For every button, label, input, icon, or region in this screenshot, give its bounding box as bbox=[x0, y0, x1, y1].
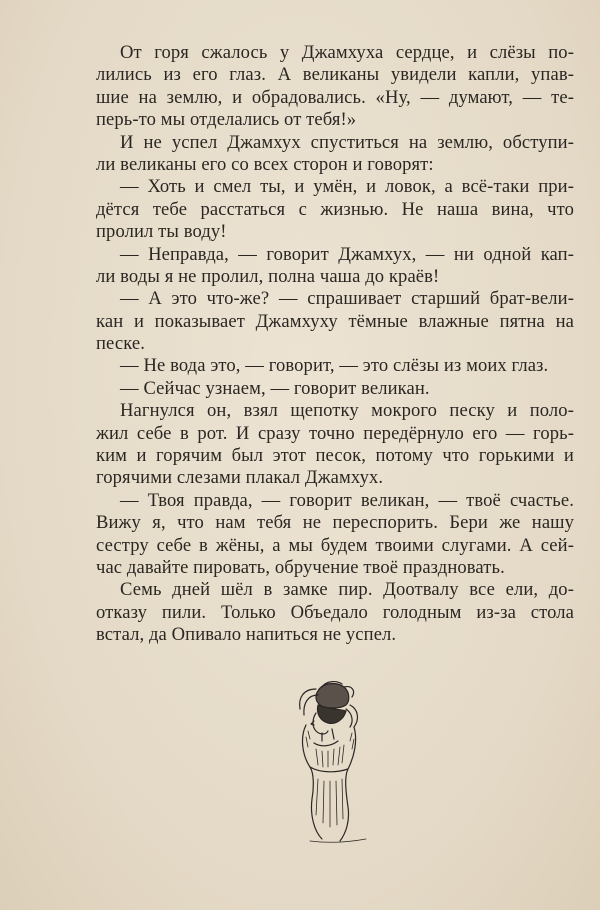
text-line: — А это что-же? — спрашивает старший брат-вели- bbox=[120, 288, 574, 310]
text-line: И не успел Джамхух спуститься на землю, обступи- bbox=[120, 131, 574, 153]
text-line: жил себе в рот. И сразу точно передёрнуло его — горь- bbox=[96, 422, 574, 444]
text-line: Нагнулся он, взял щепотку мокрого песку и поло- bbox=[120, 400, 574, 422]
page-text bbox=[96, 42, 574, 647]
text-line: Семь дней шёл в замке пир. Доотвалу все ели, до- bbox=[120, 579, 574, 601]
text-line: — Неправда, — говорит Джамхух, — ни одной кап- bbox=[120, 243, 574, 265]
woman-with-jug-illustration bbox=[270, 675, 380, 845]
text-line: ли воды я не пролил, полна чаша до краёв! bbox=[96, 265, 440, 287]
text-line: кан и показывает Джамхуху тёмные влажные пятна на bbox=[96, 310, 574, 332]
text-line: шие на землю, и обрадовались. «Ну, — думают, — те- bbox=[96, 86, 574, 108]
text-line: — Хоть и смел ты, и умён, и ловок, а всё-таки при- bbox=[120, 176, 574, 198]
text-line: ким и горячим был этот песок, потому что горькими и bbox=[96, 445, 574, 467]
text-line: горячими слезами плакал Джамхух. bbox=[96, 467, 384, 489]
text-line: час давайте пировать, обручение твоё праздновать. bbox=[96, 556, 505, 578]
text-line: — Не вода это, — говорит, — это слёзы из моих глаз. bbox=[120, 355, 549, 377]
text-line: перь-то мы отделались от тебя!» bbox=[96, 109, 357, 131]
text-line: встал, да Опивало напиться не успел. bbox=[96, 624, 397, 646]
text-line: Вижу я, что нам тебя не переспорить. Бери же нашу bbox=[96, 512, 574, 534]
text-line: — Твоя правда, — говорит великан, — твоё счастье. bbox=[120, 489, 574, 511]
text-line: дётся тебе расстаться с жизнью. Не наша вина, что bbox=[96, 198, 574, 220]
text-line: От горя сжалось у Джамхуха сердце, и слёзы по- bbox=[120, 42, 574, 63]
text-line: песке. bbox=[96, 333, 145, 355]
text-line: сестру себе в жёны, а мы будем твоими слугами. А сей- bbox=[96, 534, 574, 556]
text-line: ли великаны его со всех сторон и говорят: bbox=[96, 153, 434, 175]
text-line: отказу пили. Только Объедало голодным из-за стола bbox=[96, 601, 574, 623]
text-line: пролил ты воду! bbox=[96, 221, 227, 243]
text-line: — Сейчас узнаем, — говорит великан. bbox=[120, 377, 430, 399]
text-line: лились из его глаз. А великаны увидели капли, упав- bbox=[96, 64, 574, 86]
